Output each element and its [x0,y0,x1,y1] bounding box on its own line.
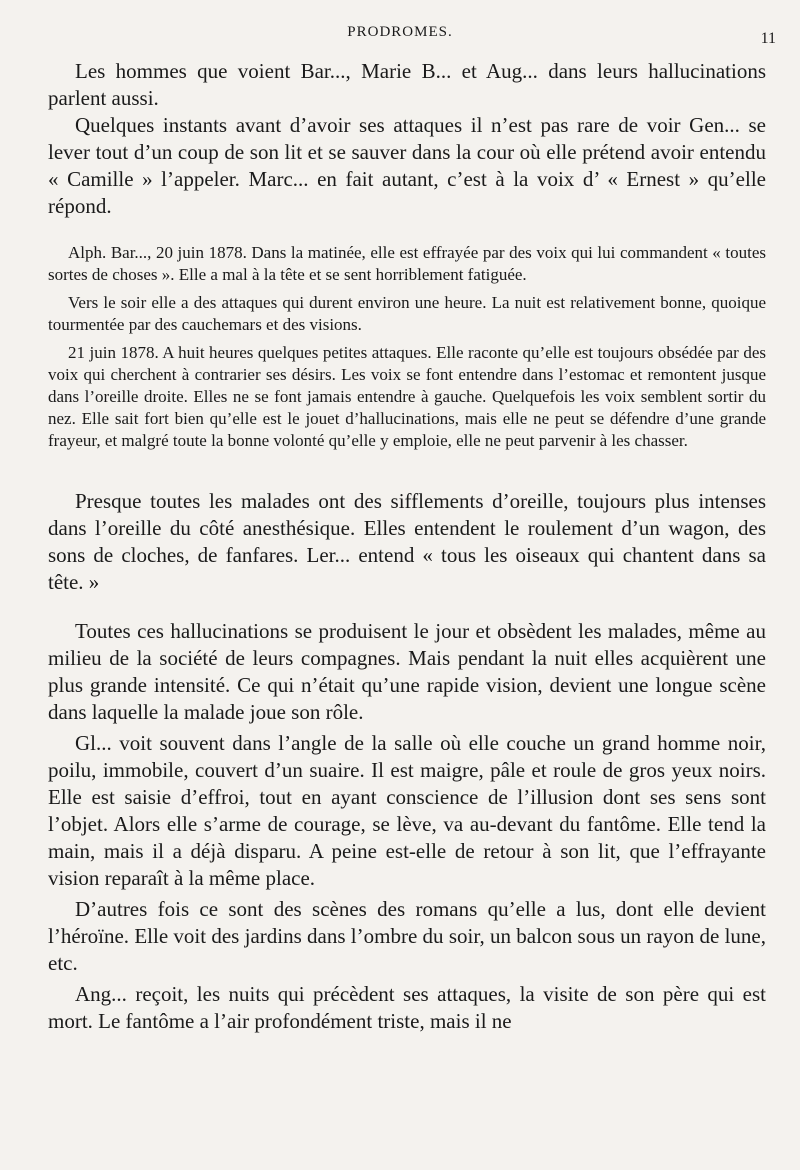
paragraph: Ang... reçoit, les nuits qui précèdent ses attaques, la visite de son père qui est mort. Le fantôme a l’air profondément triste, mais il ne [48,982,766,1033]
body-text [48,58,766,1035]
paragraph: Les hommes que voient Bar..., Marie B... et Aug... dans leurs hallucinations parlent aussi. [48,59,766,110]
case-note: Alph. Bar..., 20 juin 1878. Dans la matinée, elle est effrayée par des voix qui lui commandent « toutes sortes de choses ». Elle a mal à la tête et se sent horriblement fatiguée. [48,243,766,284]
running-title: PRODROMES. [347,24,453,40]
case-note: Vers le soir elle a des attaques qui durent environ une heure. La nuit est relativement bonne, quoique tourmentée par des cauchemars et des visions. [48,293,766,334]
case-note: 21 juin 1878. A huit heures quelques petites attaques. Elle raconte qu’elle est toujours obsédée par des voix qui cherchent à contrarier ses désirs. Les voix se font entendre dans l’estomac et remontent jusque dans l’oreille droite. Elles ne se font jamais entendre à gauche. Quelquefois les voix semblent sortir du nez. Elle sait fort bien qu’elle est le jouet d’hallucinations, mais elle ne peut se défendre d’une grande frayeur, et malgré toute la bonne volonté qu’elle y emploie, elle ne peut parvenir à les chasser. [48,343,766,450]
paragraph: D’autres fois ce sont des scènes des romans qu’elle a lus, dont elle devient l’héroïne. Elle voit des jardins dans l’ombre du soir, un balcon sous un rayon de lune, etc. [48,897,766,975]
paragraph: Gl... voit souvent dans l’angle de la salle où elle couche un grand homme noir, poilu, immobile, couvert d’un suaire. Il est maigre, pâle et roule de gros yeux noirs. Elle est saisie d’effroi, tout en ayant conscience de l’illusion dont ses sens sont l’objet. Alors elle s’arme de courage, se lève, va au-devant du fantôme. Elle tend la main, mais il a déjà disparu. A peine est-elle de retour à son lit, que l’effrayante vision reparaît à la même place. [48,731,766,890]
paragraph: Presque toutes les malades ont des sifflements d’oreille, toujours plus intenses dans l’oreille du côté anesthésique. Elles entendent le roulement d’un wagon, des sons de cloches, de fanfares. Ler... entend « tous les oiseaux qui chantent dans sa tête. » [48,489,766,594]
page-number: 11 [760,30,776,47]
paragraph: Quelques instants avant d’avoir ses attaques il n’est pas rare de voir Gen... se lever tout d’un coup de son lit et se sauver dans la cour où elle prétend avoir entendu « Camille » l’appeler. Marc... en fait autant, c’est à la voix d’ « Ernest » qu’elle répond. [48,113,766,218]
paragraph: Toutes ces hallucinations se produisent le jour et obsèdent les malades, même au milieu de la société de leurs compagnes. Mais pendant la nuit elles acquièrent une plus grande intensité. Ce qui n’était qu’une rapide vision, devient une longue scène dans laquelle la malade joue son rôle. [48,619,766,724]
